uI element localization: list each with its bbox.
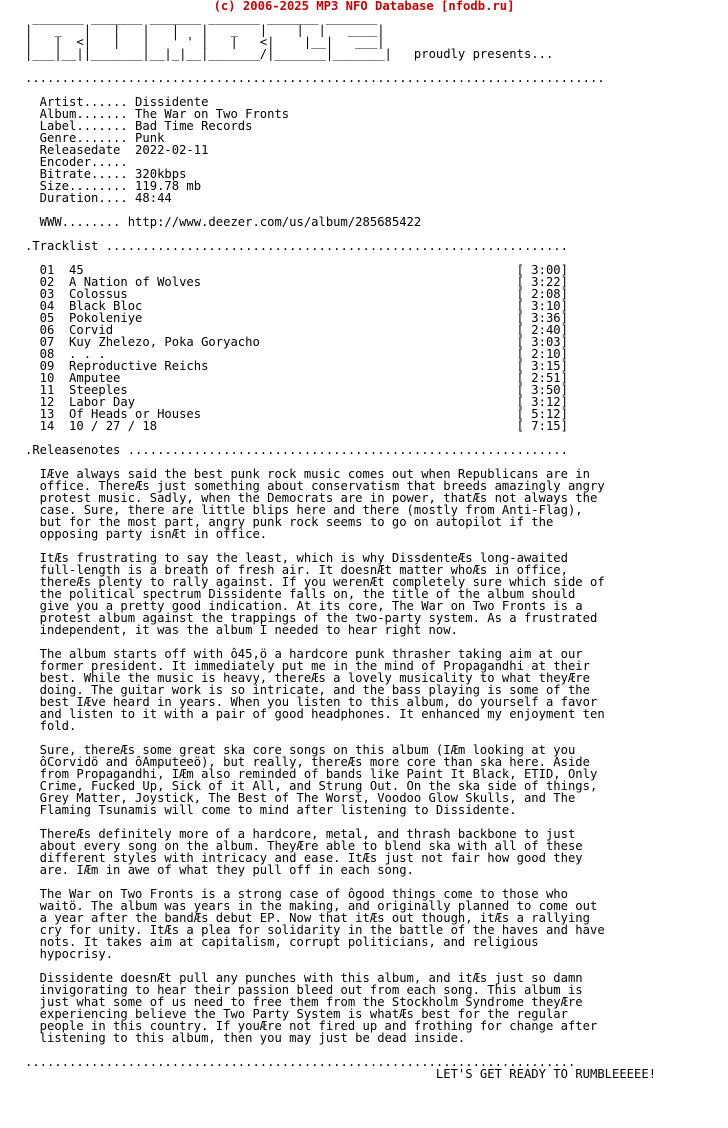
tracklist-header: .Tracklist ............................................................... [25, 239, 568, 253]
release-info: Artist...... Dissidente Album....... The War on Two Fronts Label....... Bad Time Records Genre....... Punk Releasedate 2022-02-11 Encoder..... Bitrate..... 320kbps Size........ 119.78 mb Duration.... 48:44 WWW........ http://www.deezer.com/us/album/285685422 [39, 95, 422, 229]
presents-line: proudly presents... [413, 47, 554, 61]
ascii-logo: _______ _______ _______ _______ _______ _______ | _ | | | | | _ | | | ____| | | <| | | ' ' | | <| |__| ___| |___|__||_______|__|_|__|_______/|_______|_______| [25, 11, 392, 61]
bottom-separator: ........................................................................... [25, 1055, 576, 1069]
tracklist: 01 45 [ 3:00] 02 A Nation of Wolves [ 3:22] 03 Colossus [ 2:08] 04 Black Bloc [ 3:10] 05 Pokoleniye [ 3:36] 06 Corvid [ 2:40] 07 Kuy Zhelezo, Poka Goryacho [ 3:03] 08 . . . [ 2:10] 09 Reproductive Reichs [ 3:15] 10 Amputee [ 2:51] 11 Steeples [ 3:50] 12 Labor Day [ 3:12] 13 Of Heads or Houses [ 5:12] 14 10 / 27 / 18 [ 7:15] [39, 263, 568, 433]
site-header: (c) 2006-2025 MP3 NFO Database [nfodb.ru] [213, 0, 515, 13]
nfo-text [25, 12, 656, 1080]
release-notes: IÆve always said the best punk rock music comes out when Republicans are in office. ThereÆs just something about conservatism that breeds amazingly angry protest music. Sadly, when the Democrats are in power, thatÆs not always the case. Sure, there are little blips here and there (mostly from Anti-Flag), but for the most part, angry punk rock seems to go on autopilot if the opposing party isnÆt in office. ItÆs frustrating to say the least, which is why DissdenteÆs long-awaited full-length is a breath of fresh air. It doesnÆt matter whoÆs in office, thereÆs plenty to rally against. If you werenÆt completely sure which side of the political spectrum Dissidente falls on, the title of the album should give you a pretty good indication. At its core, The War on Two Fronts is a protest album against the trappings of the two-party system. As a frustrated independent, it was the album I needed to hear right now. The album starts off with ô45,ö a hardcore punk thrasher taking aim at our former president. It immediately put me in the mind of Propagandhi at their best. While the music is heavy, thereÆs a lovely musicality to what theyÆre doing. The guitar work is so intricate, and the bass playing is some of the best IÆve heard in years. When you listen to this album, do yourself a favor and listen to it with a pair of good headphones. It enhanced my enjoyment ten fold. Sure, thereÆs some great ska core songs on this album (IÆm looking at you ôCorvidö and ôAmputeeö), but really, thereÆs more core than ska here. Aside from Propagandhi, IÆm also reminded of bands like Paint It Black, ETID, Only Crime, Fucked Up, Sick of it All, and Strung Out. On the ska side of things, Grey Matter, Joystick, The Best of The Worst, Voodoo Glow Skulls, and The Flaming Tsunamis will come to mind after listening to Dissidente. ThereÆs definitely more of a hardcore, metal, and thrash backbone to just about every song on the album. TheyÆre able to blend ska with all of these different styles with intricacy and ease. ItÆs just not fair how good they are. IÆm in awe of what they pull off in each song. The War on Two Fronts is a strong case of ôgood things come to those who waitö. The album was years in the making, and originally planned to come out a year after the bandÆs debut EP. Now that itÆs out though, itÆs a rallying cry for unity. ItÆs a plea for solidarity in the battle of the haves and have nots. It takes aim at capitalism, corrupt politicians, and religious hypocrisy. Dissidente doesnÆt pull any punches with this album, and itÆs just so damn invigorating to hear their passion bleed out from each song. This album is just what some of us need to free them from the Stockholm Syndrome theyÆre experiencing believe the Two Party System is whatÆs best for the regular people in this country. If youÆre not fired up and frothing for change after listening to this album, then you may just be dead inside. [39, 467, 605, 1045]
footer-text: LET'S GET READY TO RUMBLEEEEE! [435, 1067, 657, 1081]
releasenotes-header: .Releasenotes ............................................................ [25, 443, 568, 457]
top-separator: ............................................................................... [25, 71, 605, 85]
